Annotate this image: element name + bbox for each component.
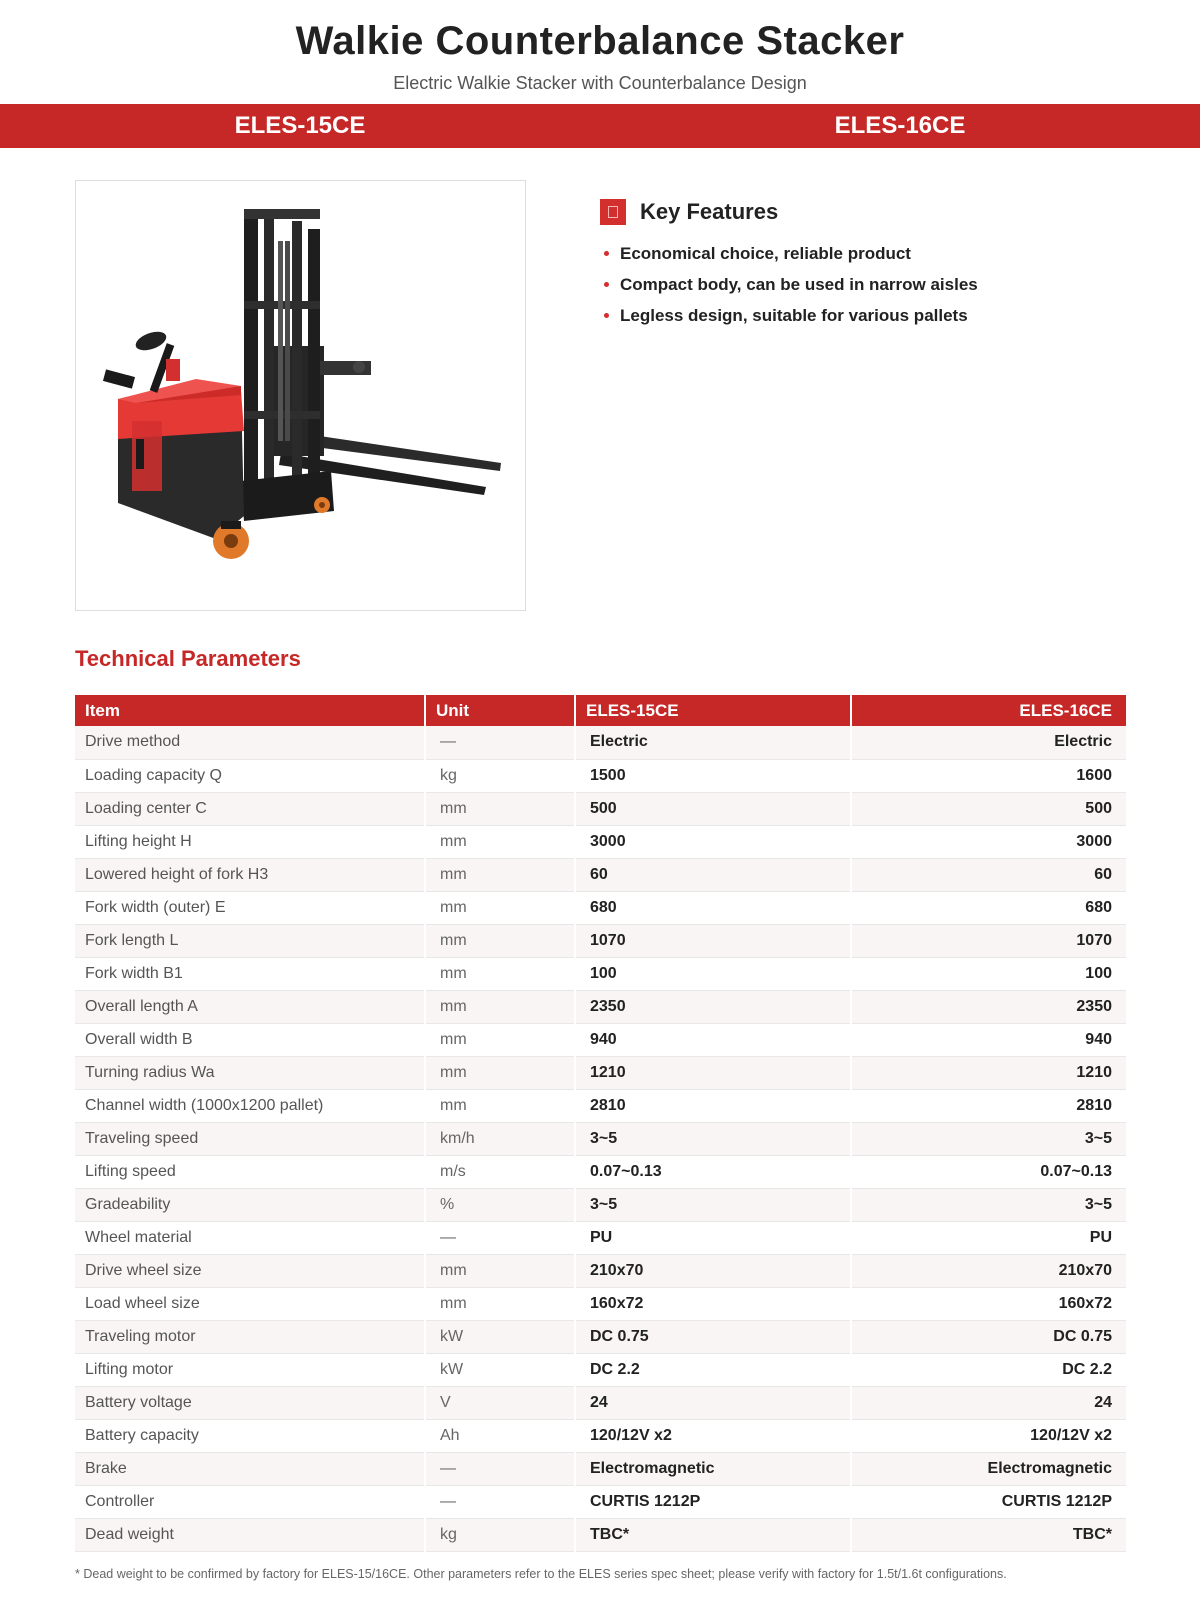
param-value-15ce: 210x70	[575, 1254, 851, 1287]
param-value-15ce: 100	[575, 957, 851, 990]
table-row	[75, 957, 1126, 990]
table-header-row	[75, 695, 1126, 726]
table-row	[75, 1221, 1126, 1254]
param-value-16ce: 1600	[851, 759, 1126, 792]
model-label-16ce: ELES-16CE	[834, 112, 966, 139]
param-value-16ce: 940	[851, 1023, 1126, 1056]
param-value-15ce: 3000	[575, 825, 851, 858]
param-value-16ce: 680	[851, 891, 1126, 924]
header-item: Item	[75, 695, 425, 726]
param-value-16ce: 0.07~0.13	[851, 1155, 1126, 1188]
feature-list	[600, 238, 1140, 331]
param-unit: mm	[425, 1056, 575, 1089]
param-name: Loading center C	[75, 792, 425, 825]
param-name: Load wheel size	[75, 1287, 425, 1320]
table-row	[75, 1023, 1126, 1056]
param-value-16ce: PU	[851, 1221, 1126, 1254]
table-row	[75, 825, 1126, 858]
param-value-15ce: 120/12V x2	[575, 1419, 851, 1452]
param-value-16ce: TBC*	[851, 1518, 1126, 1551]
param-value-16ce: 3~5	[851, 1188, 1126, 1221]
param-name: Overall length A	[75, 990, 425, 1023]
param-name: Turning radius Wa	[75, 1056, 425, 1089]
param-unit: mm	[425, 957, 575, 990]
page-subtitle: Electric Walkie Stacker with Counterbalance Design	[393, 73, 807, 93]
param-unit: —	[425, 1452, 575, 1485]
param-unit: mm	[425, 891, 575, 924]
param-name: Lifting motor	[75, 1353, 425, 1386]
param-name: Brake	[75, 1452, 425, 1485]
feature-item: Compact body, can be used in narrow aisles	[600, 269, 1140, 300]
param-value-15ce: 3~5	[575, 1122, 851, 1155]
param-value-15ce: CURTIS 1212P	[575, 1485, 851, 1518]
param-name: Traveling speed	[75, 1122, 425, 1155]
param-value-15ce: DC 0.75	[575, 1320, 851, 1353]
param-name: Traveling motor	[75, 1320, 425, 1353]
document-icon	[600, 199, 626, 225]
table-row	[75, 1089, 1126, 1122]
param-name: Dead weight	[75, 1518, 425, 1551]
param-value-15ce: 500	[575, 792, 851, 825]
param-unit: mm	[425, 858, 575, 891]
param-unit: m/s	[425, 1155, 575, 1188]
param-value-15ce: DC 2.2	[575, 1353, 851, 1386]
param-value-15ce: 24	[575, 1386, 851, 1419]
product-image	[75, 180, 526, 611]
param-name: Loading capacity Q	[75, 759, 425, 792]
param-name: Overall width B	[75, 1023, 425, 1056]
table-row	[75, 1320, 1126, 1353]
table-row	[75, 858, 1126, 891]
param-value-15ce: 3~5	[575, 1188, 851, 1221]
page-title: Walkie Counterbalance Stacker	[295, 19, 905, 63]
table-row	[75, 891, 1126, 924]
param-unit: mm	[425, 990, 575, 1023]
header-model-16ce: ELES-16CE	[851, 695, 1126, 726]
table-row	[75, 1254, 1126, 1287]
param-unit: mm	[425, 825, 575, 858]
param-value-16ce: DC 0.75	[851, 1320, 1126, 1353]
param-name: Controller	[75, 1485, 425, 1518]
param-name: Wheel material	[75, 1221, 425, 1254]
param-name: Battery capacity	[75, 1419, 425, 1452]
param-value-15ce: TBC*	[575, 1518, 851, 1551]
param-name: Lifting height H	[75, 825, 425, 858]
model-bar	[0, 104, 1200, 148]
table-row	[75, 1452, 1126, 1485]
param-value-15ce: 1500	[575, 759, 851, 792]
param-value-15ce: 680	[575, 891, 851, 924]
parameters-table	[75, 695, 1126, 1552]
param-value-16ce: 120/12V x2	[851, 1419, 1126, 1452]
param-value-16ce: 160x72	[851, 1287, 1126, 1320]
param-value-15ce: 1070	[575, 924, 851, 957]
param-unit: kg	[425, 759, 575, 792]
param-unit: Ah	[425, 1419, 575, 1452]
param-unit: kg	[425, 1518, 575, 1551]
param-value-16ce: CURTIS 1212P	[851, 1485, 1126, 1518]
param-name: Gradeability	[75, 1188, 425, 1221]
param-name: Fork length L	[75, 924, 425, 957]
param-name: Lowered height of fork H3	[75, 858, 425, 891]
table-row	[75, 1287, 1126, 1320]
table-row	[75, 1155, 1126, 1188]
feature-item: Economical choice, reliable product	[600, 238, 1140, 269]
param-value-16ce: Electromagnetic	[851, 1452, 1126, 1485]
model-label-15ce: ELES-15CE	[234, 112, 366, 139]
param-name: Drive method	[75, 726, 425, 759]
param-name: Battery voltage	[75, 1386, 425, 1419]
param-value-15ce: 60	[575, 858, 851, 891]
table-row	[75, 792, 1126, 825]
table-row	[75, 990, 1126, 1023]
table-row	[75, 924, 1126, 957]
param-unit: mm	[425, 1023, 575, 1056]
param-value-16ce: 60	[851, 858, 1126, 891]
param-name: Fork width B1	[75, 957, 425, 990]
param-unit: kW	[425, 1353, 575, 1386]
param-unit: —	[425, 1485, 575, 1518]
param-unit: mm	[425, 792, 575, 825]
param-value-16ce: 2350	[851, 990, 1126, 1023]
parameters-body	[75, 726, 1126, 1551]
param-unit: —	[425, 726, 575, 759]
feature-item: Legless design, suitable for various pallets	[600, 300, 1140, 331]
table-row	[75, 759, 1126, 792]
key-features-title: Key Features	[640, 199, 779, 224]
param-value-16ce: 100	[851, 957, 1126, 990]
param-unit: mm	[425, 1254, 575, 1287]
param-value-16ce: 500	[851, 792, 1126, 825]
param-value-16ce: 24	[851, 1386, 1126, 1419]
page-header	[0, 0, 1200, 104]
param-value-15ce: PU	[575, 1221, 851, 1254]
param-value-15ce: 0.07~0.13	[575, 1155, 851, 1188]
param-unit: km/h	[425, 1122, 575, 1155]
param-name: Fork width (outer) E	[75, 891, 425, 924]
table-row	[75, 1188, 1126, 1221]
table-row	[75, 1056, 1126, 1089]
param-value-16ce: 2810	[851, 1089, 1126, 1122]
table-row	[75, 1386, 1126, 1419]
param-value-15ce: 2350	[575, 990, 851, 1023]
stacker-illustration	[76, 181, 526, 611]
table-row	[75, 1485, 1126, 1518]
param-value-15ce: 160x72	[575, 1287, 851, 1320]
param-value-15ce: 940	[575, 1023, 851, 1056]
param-value-16ce: 3~5	[851, 1122, 1126, 1155]
param-unit: kW	[425, 1320, 575, 1353]
header-model-15ce: ELES-15CE	[575, 695, 851, 726]
technical-parameters-title: Technical Parameters	[75, 646, 301, 671]
param-value-16ce: DC 2.2	[851, 1353, 1126, 1386]
param-unit: —	[425, 1221, 575, 1254]
param-value-15ce: Electric	[575, 726, 851, 759]
param-value-15ce: 1210	[575, 1056, 851, 1089]
param-name: Drive wheel size	[75, 1254, 425, 1287]
param-value-16ce: 1070	[851, 924, 1126, 957]
table-row	[75, 1122, 1126, 1155]
table-row	[75, 726, 1126, 759]
param-unit: mm	[425, 1089, 575, 1122]
header-unit: Unit	[425, 695, 575, 726]
footnote: * Dead weight to be confirmed by factory for ELES-15/16CE. Other parameters refer to the ELES series spec sheet; please verify with factory for 1.5t/1.6t configurations.	[75, 1567, 1007, 1581]
param-unit: mm	[425, 924, 575, 957]
param-value-16ce: 1210	[851, 1056, 1126, 1089]
table-row	[75, 1518, 1126, 1551]
param-name: Channel width (1000x1200 pallet)	[75, 1089, 425, 1122]
param-value-16ce: 3000	[851, 825, 1126, 858]
param-unit: mm	[425, 1287, 575, 1320]
table-row	[75, 1353, 1126, 1386]
param-value-16ce: Electric	[851, 726, 1126, 759]
param-value-15ce: 2810	[575, 1089, 851, 1122]
table-row	[75, 1419, 1126, 1452]
param-unit: %	[425, 1188, 575, 1221]
param-value-15ce: Electromagnetic	[575, 1452, 851, 1485]
key-features-header	[600, 196, 1140, 228]
param-value-16ce: 210x70	[851, 1254, 1126, 1287]
param-unit: V	[425, 1386, 575, 1419]
param-name: Lifting speed	[75, 1155, 425, 1188]
key-features	[600, 196, 1140, 331]
